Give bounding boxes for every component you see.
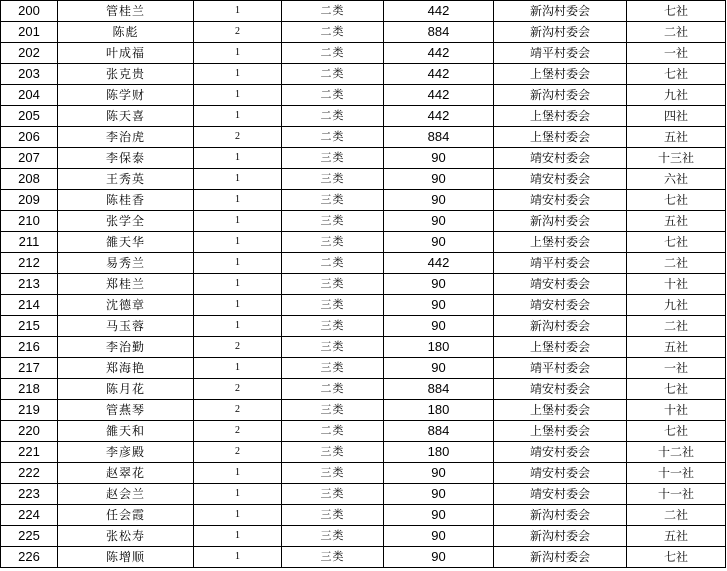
quantity-cell: 2 [194,337,282,358]
table-row [1,358,726,379]
row-number: 208 [1,169,58,190]
name-cell: 陈桂香 [58,190,194,211]
table-row [1,43,726,64]
village-committee-cell: 靖安村委会 [494,442,627,463]
table-row [1,106,726,127]
village-committee-cell: 新沟村委会 [494,22,627,43]
group-cell: 七社 [627,1,726,22]
quantity-cell: 1 [194,358,282,379]
name-cell: 赵会兰 [58,484,194,505]
category-cell: 二类 [282,64,384,85]
category-cell: 二类 [282,22,384,43]
category-cell: 二类 [282,379,384,400]
amount-cell: 180 [384,400,494,421]
table-row [1,379,726,400]
name-cell: 任会霞 [58,505,194,526]
category-cell: 二类 [282,85,384,106]
group-cell: 十三社 [627,148,726,169]
quantity-cell: 1 [194,232,282,253]
quantity-cell: 1 [194,484,282,505]
row-number: 226 [1,547,58,568]
village-committee-cell: 新沟村委会 [494,316,627,337]
table-row [1,505,726,526]
group-cell: 九社 [627,85,726,106]
row-number: 218 [1,379,58,400]
quantity-cell: 1 [194,148,282,169]
row-number: 223 [1,484,58,505]
amount-cell: 884 [384,421,494,442]
village-committee-cell: 靖安村委会 [494,295,627,316]
group-cell: 十一社 [627,463,726,484]
name-cell: 张松寿 [58,526,194,547]
category-cell: 三类 [282,211,384,232]
village-committee-cell: 新沟村委会 [494,85,627,106]
amount-cell: 90 [384,295,494,316]
village-committee-cell: 靖平村委会 [494,358,627,379]
table-row [1,148,726,169]
amount-cell: 90 [384,169,494,190]
name-cell: 张学全 [58,211,194,232]
group-cell: 一社 [627,43,726,64]
quantity-cell: 1 [194,295,282,316]
village-committee-cell: 靖平村委会 [494,253,627,274]
quantity-cell: 2 [194,127,282,148]
group-cell: 十社 [627,400,726,421]
category-cell: 三类 [282,169,384,190]
amount-cell: 90 [384,232,494,253]
quantity-cell: 2 [194,421,282,442]
amount-cell: 442 [384,106,494,127]
row-number: 213 [1,274,58,295]
row-number: 220 [1,421,58,442]
village-committee-cell: 靖安村委会 [494,484,627,505]
category-cell: 二类 [282,127,384,148]
village-committee-cell: 靖安村委会 [494,379,627,400]
table-row [1,274,726,295]
row-number: 216 [1,337,58,358]
amount-cell: 90 [384,358,494,379]
group-cell: 十社 [627,274,726,295]
table-row [1,463,726,484]
table-row [1,547,726,568]
amount-cell: 442 [384,253,494,274]
group-cell: 四社 [627,106,726,127]
quantity-cell: 1 [194,316,282,337]
village-committee-cell: 新沟村委会 [494,1,627,22]
village-committee-cell: 上堡村委会 [494,400,627,421]
name-cell: 沈德章 [58,295,194,316]
row-number: 212 [1,253,58,274]
category-cell: 三类 [282,316,384,337]
table-row [1,253,726,274]
category-cell: 三类 [282,232,384,253]
village-committee-cell: 上堡村委会 [494,232,627,253]
table-row [1,85,726,106]
category-cell: 三类 [282,442,384,463]
village-committee-cell: 上堡村委会 [494,127,627,148]
name-cell: 郑桂兰 [58,274,194,295]
row-number: 210 [1,211,58,232]
village-committee-cell: 靖安村委会 [494,169,627,190]
name-cell: 李治勤 [58,337,194,358]
name-cell: 叶成福 [58,43,194,64]
quantity-cell: 1 [194,1,282,22]
name-cell: 雒天华 [58,232,194,253]
row-number: 204 [1,85,58,106]
amount-cell: 90 [384,211,494,232]
row-number: 215 [1,316,58,337]
category-cell: 三类 [282,274,384,295]
row-number: 206 [1,127,58,148]
category-cell: 二类 [282,106,384,127]
amount-cell: 442 [384,85,494,106]
name-cell: 陈彪 [58,22,194,43]
village-committee-cell: 上堡村委会 [494,337,627,358]
amount-cell: 90 [384,526,494,547]
amount-cell: 90 [384,547,494,568]
village-committee-cell: 上堡村委会 [494,421,627,442]
category-cell: 二类 [282,1,384,22]
row-number: 217 [1,358,58,379]
table-body [1,1,726,568]
category-cell: 二类 [282,421,384,442]
row-number: 211 [1,232,58,253]
group-cell: 七社 [627,232,726,253]
table-row [1,316,726,337]
village-committee-cell: 靖安村委会 [494,148,627,169]
group-cell: 九社 [627,295,726,316]
row-number: 221 [1,442,58,463]
group-cell: 五社 [627,337,726,358]
amount-cell: 90 [384,505,494,526]
amount-cell: 180 [384,337,494,358]
group-cell: 七社 [627,421,726,442]
amount-cell: 442 [384,43,494,64]
name-cell: 陈月花 [58,379,194,400]
amount-cell: 90 [384,316,494,337]
quantity-cell: 2 [194,400,282,421]
name-cell: 雒天和 [58,421,194,442]
quantity-cell: 1 [194,64,282,85]
amount-cell: 442 [384,64,494,85]
amount-cell: 90 [384,148,494,169]
row-number: 200 [1,1,58,22]
row-number: 225 [1,526,58,547]
group-cell: 五社 [627,127,726,148]
category-cell: 三类 [282,547,384,568]
village-committee-cell: 新沟村委会 [494,526,627,547]
name-cell: 易秀兰 [58,253,194,274]
quantity-cell: 1 [194,253,282,274]
category-cell: 三类 [282,526,384,547]
category-cell: 三类 [282,148,384,169]
quantity-cell: 1 [194,43,282,64]
table-row [1,190,726,211]
village-committee-cell: 新沟村委会 [494,505,627,526]
table-row [1,442,726,463]
amount-cell: 90 [384,190,494,211]
village-committee-cell: 靖安村委会 [494,274,627,295]
table-row [1,127,726,148]
quantity-cell: 2 [194,379,282,400]
group-cell: 二社 [627,22,726,43]
row-number: 222 [1,463,58,484]
table-row [1,232,726,253]
name-cell: 李保泰 [58,148,194,169]
amount-cell: 884 [384,379,494,400]
group-cell: 五社 [627,211,726,232]
name-cell: 管桂兰 [58,1,194,22]
quantity-cell: 1 [194,505,282,526]
quantity-cell: 1 [194,547,282,568]
category-cell: 二类 [282,43,384,64]
quantity-cell: 1 [194,169,282,190]
row-number: 219 [1,400,58,421]
quantity-cell: 1 [194,190,282,211]
table-row [1,400,726,421]
village-committee-cell: 靖安村委会 [494,463,627,484]
category-cell: 三类 [282,463,384,484]
row-number: 205 [1,106,58,127]
name-cell: 李彦殿 [58,442,194,463]
row-number: 201 [1,22,58,43]
village-committee-cell: 靖平村委会 [494,43,627,64]
table-row [1,22,726,43]
name-cell: 王秀英 [58,169,194,190]
amount-cell: 180 [384,442,494,463]
row-number: 202 [1,43,58,64]
table-row [1,526,726,547]
quantity-cell: 2 [194,442,282,463]
row-number: 214 [1,295,58,316]
group-cell: 六社 [627,169,726,190]
row-number: 209 [1,190,58,211]
name-cell: 陈增顺 [58,547,194,568]
group-cell: 七社 [627,190,726,211]
group-cell: 二社 [627,505,726,526]
category-cell: 二类 [282,253,384,274]
category-cell: 三类 [282,337,384,358]
village-committee-cell: 靖安村委会 [494,190,627,211]
table-row [1,337,726,358]
quantity-cell: 1 [194,274,282,295]
group-cell: 七社 [627,64,726,85]
name-cell: 马玉蓉 [58,316,194,337]
table-row [1,169,726,190]
group-cell: 一社 [627,358,726,379]
quantity-cell: 1 [194,526,282,547]
name-cell: 陈学财 [58,85,194,106]
category-cell: 三类 [282,400,384,421]
group-cell: 五社 [627,526,726,547]
quantity-cell: 1 [194,211,282,232]
village-committee-cell: 上堡村委会 [494,106,627,127]
amount-cell: 90 [384,274,494,295]
amount-cell: 90 [384,463,494,484]
name-cell: 管燕琴 [58,400,194,421]
amount-cell: 884 [384,127,494,148]
amount-cell: 884 [384,22,494,43]
name-cell: 赵翠花 [58,463,194,484]
category-cell: 三类 [282,358,384,379]
table-row [1,484,726,505]
table-row [1,211,726,232]
group-cell: 二社 [627,253,726,274]
name-cell: 李治虎 [58,127,194,148]
amount-cell: 442 [384,1,494,22]
table-row [1,421,726,442]
quantity-cell: 1 [194,463,282,484]
name-cell: 郑海艳 [58,358,194,379]
group-cell: 二社 [627,316,726,337]
category-cell: 三类 [282,190,384,211]
amount-cell: 90 [384,484,494,505]
group-cell: 十一社 [627,484,726,505]
village-committee-cell: 新沟村委会 [494,547,627,568]
category-cell: 三类 [282,295,384,316]
category-cell: 三类 [282,484,384,505]
group-cell: 七社 [627,379,726,400]
category-cell: 三类 [282,505,384,526]
table-row [1,64,726,85]
village-committee-cell: 上堡村委会 [494,64,627,85]
group-cell: 十二社 [627,442,726,463]
quantity-cell: 1 [194,106,282,127]
village-committee-cell: 新沟村委会 [494,211,627,232]
quantity-cell: 1 [194,85,282,106]
table-row [1,1,726,22]
row-number: 207 [1,148,58,169]
group-cell: 七社 [627,547,726,568]
row-number: 203 [1,64,58,85]
quantity-cell: 2 [194,22,282,43]
table-row [1,295,726,316]
name-cell: 张克贵 [58,64,194,85]
name-cell: 陈天喜 [58,106,194,127]
row-number: 224 [1,505,58,526]
